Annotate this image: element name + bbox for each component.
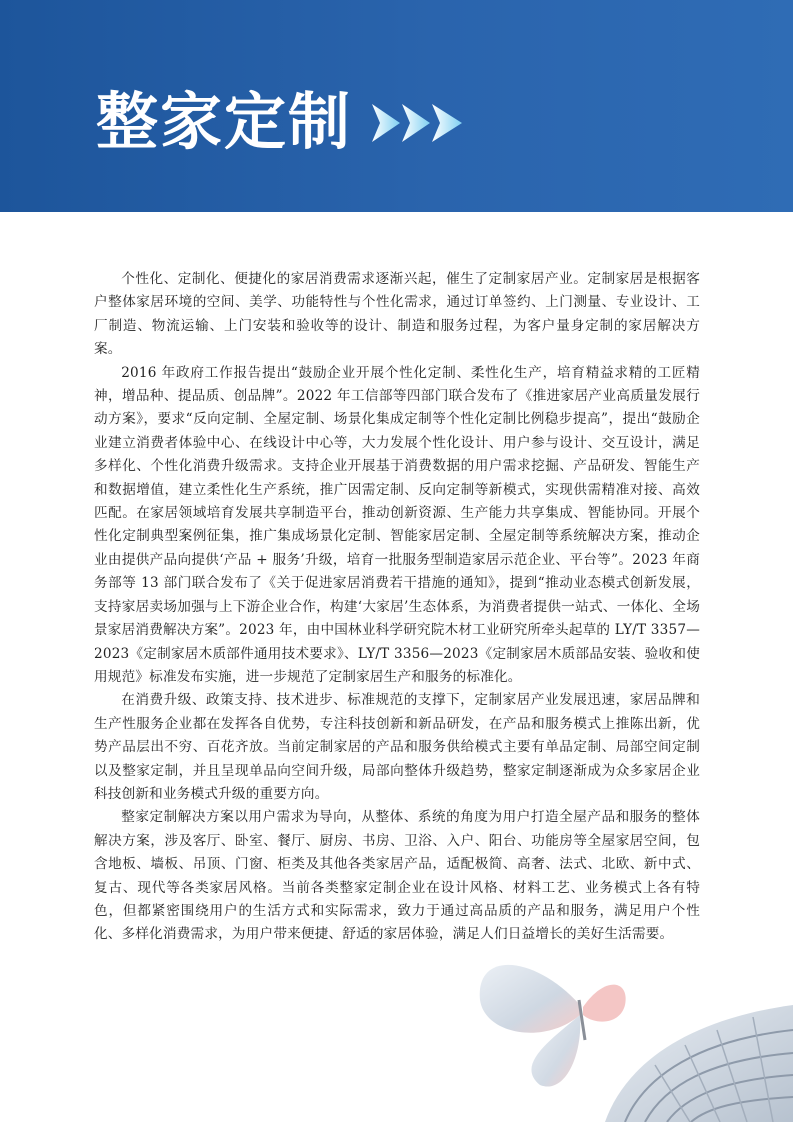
- page-title: 整家定制: [96, 85, 353, 158]
- paragraph-3: 在消费升级、政策支持、技术进步、标准规范的支撑下，定制家居产业发展迅速，家居品牌和生产性服务企业都在发挥各自优势，专注科技创新和新品研发，在产品和服务模式上推陈出新，优势产品层出不穷、百花齐放。当前定制家居的产品和服务供给模式主要有单品定制、局部空间定制以及整家定制，并且呈现单品向空间升级，局部向整体升级趋势，整家定制逐渐成为众多家居企业科技创新和业务模式升级的重要方向。: [94, 692, 700, 802]
- article-body: [94, 268, 700, 947]
- triple-chevron-right-icon: [370, 100, 470, 146]
- paragraph-4: 整家定制解决方案以用户需求为导向，从整体、系统的角度为用户打造全屋产品和服务的整体解决方案，涉及客厅、卧室、餐厅、厨房、书房、卫浴、入户、阳台、功能房等全屋家居空间，包含地板、墙板、吊顶、门窗、柜类及其他各类家居产品，适配极简、高奢、法式、北欧、新中式、复古、现代等各类家居风格。当前各类整家定制企业在设计风格、材料工艺、业务模式上各有特色，但都紧密围绕用户的生活方式和实际需求，致力于通过高品质的产品和服务，满足用户个性化、多样化消费需求，为用户带来便捷、舒适的家居体验，满足人们日益增长的美好生活需要。: [94, 809, 700, 943]
- paragraph-2: 2016 年政府工作报告提出“鼓励企业开展个性化定制、柔性化生产，培育精益求精的工匠精神，增品种、提品质、创品牌”。2022 年工信部等四部门联合发布了《推进家居产业高质量发展行动方案》，要求“反向定制、全屋定制、场景化集成定制等个性化定制比例稳步提高”，提出“鼓励企业建立消费者体验中心、在线设计中心等，大力发展个性化设计、用户参与设计、交互设计，满足多样化、个性化消费升级需求。支持企业开展基于消费数据的用户需求挖掘、产品研发、智能生产和数据增值，建立柔性化生产系统，推广因需定制、反向定制等新模式，实现供需精准对接、高效匹配。在家居领域培育发展共享制造平台，推动创新资源、生产能力共享集成、智能协同。开展个性化定制典型案例征集，推广集成场景化定制、智能家居定制、全屋定制等系统解决方案，推动企业由提供产品向提供‘产品 + 服务’升级，培育一批服务型制造家居示范企业、平台等”。2023 年商务部等 13 部门联合发布了《关于促进家居消费若干措施的通知》，提到“推动业态模式创新发展，支持家居卖场加强与上下游企业合作，构建‘大家居’生态体系，为消费者提供一站式、一体化、全场景家居消费解决方案”。2023 年，由中国林业科学研究院木材工业研究所牵头起草的 LY/T 3357—2023《定制家居木质部件通用技术要求》、LY/T 3356—2023《定制家居木质部品安装、验收和使用规范》标准发布实施，进一步规范了定制家居生产和服务的标准化。: [94, 364, 700, 685]
- glass-building-icon: [605, 1005, 793, 1122]
- paragraph-1: 个性化、定制化、便捷化的家居消费需求逐渐兴起，催生了定制家居产业。定制家居是根据客户整体家居环境的空间、美学、功能特性与个性化需求，通过订单签约、上门测量、专业设计、工厂制造、物流运输、上门安装和验收等的设计、制造和服务过程，为客户量身定制的家居解决方案。: [94, 271, 700, 358]
- butterfly-icon: [480, 965, 626, 1087]
- decorative-illustration: [455, 945, 793, 1122]
- header-banner: [0, 0, 793, 212]
